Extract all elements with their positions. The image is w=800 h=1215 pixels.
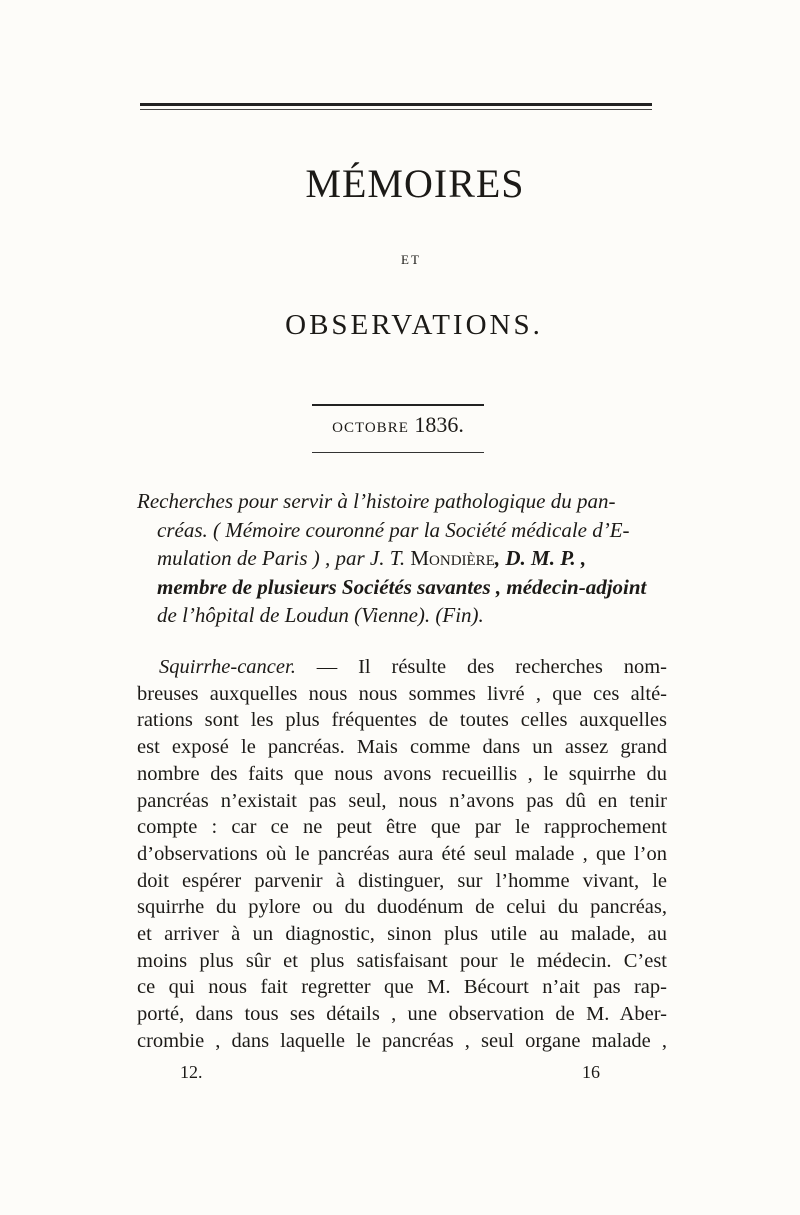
date-rule-top bbox=[312, 404, 484, 406]
heading-line: Recherches pour servir à l’histoire pathologique du pan- bbox=[137, 489, 616, 513]
body-line: d’observations où le pancréas aura été seul malade , que l’on bbox=[137, 842, 667, 865]
body-line: et arriver à un diagnostic, sinon plus utile au malade, au bbox=[137, 923, 667, 946]
author-degree: , D. M. P. , bbox=[494, 546, 587, 570]
heading-line: de l’hôpital de Loudun (Vienne). (Fin). bbox=[157, 603, 484, 627]
body-line: doit espérer parvenir à distinguer, sur l’homme vivant, le bbox=[137, 869, 667, 892]
body-line: squirrhe du pylore ou du duodénum de celui du pancréas, bbox=[137, 896, 667, 919]
body-line: moins plus sûr et plus satisfaisant pour le médecin. C’est bbox=[137, 949, 667, 972]
issue-year: 1836. bbox=[414, 412, 464, 437]
author-name: Mondière bbox=[410, 546, 495, 570]
body-line: compte : car ce ne peut être que par le rapprochement bbox=[137, 816, 667, 839]
body-line: ce qui nous fait regretter que M. Bécourt n’ait pas rap- bbox=[137, 976, 667, 999]
heading-line bbox=[137, 544, 667, 573]
header-rule-thick bbox=[140, 103, 652, 106]
heading-line: membre de plusieurs Sociétés savantes , médecin-adjoint bbox=[157, 574, 647, 599]
body-paragraph bbox=[137, 654, 667, 1055]
body-line: rations sont les plus fréquentes de toutes celles auxquelles bbox=[137, 709, 667, 732]
heading-line: créas. ( Mémoire couronné par la Société médicale d’E- bbox=[157, 517, 630, 542]
header-rule-thin bbox=[140, 109, 652, 110]
date-rule-bottom bbox=[312, 452, 484, 453]
body-line: est exposé le pancréas. Mais comme dans un assez grand bbox=[137, 736, 667, 759]
heading-line-text: mulation de Paris ) , par J. T. bbox=[157, 546, 411, 570]
issue-month: OCTOBRE bbox=[332, 420, 409, 436]
body-line: crombie , dans laquelle le pancréas , seul organe malade , bbox=[137, 1029, 667, 1052]
body-line: nombre des faits que nous avons recueillis , le squirrhe du bbox=[137, 762, 667, 785]
title-conjunction: ET bbox=[401, 252, 421, 267]
article-heading bbox=[137, 487, 667, 630]
section-subtitle: OBSERVATIONS. bbox=[285, 309, 543, 341]
body-line: breuses auxquelles nous nous sommes livré , que ces alté- bbox=[137, 682, 667, 705]
body-line: pancréas n’existait pas seul, nous n’avons pas dû en tenir bbox=[137, 789, 667, 812]
header-double-rule bbox=[140, 103, 652, 112]
folio-number: 16 bbox=[582, 1062, 600, 1082]
signature-mark: 12. bbox=[180, 1062, 203, 1082]
section-title: MÉMOIRES bbox=[305, 161, 525, 206]
paragraph-lead: Squirrhe-cancer. bbox=[159, 656, 296, 678]
issue-date bbox=[312, 412, 484, 438]
body-line: porté, dans tous ses détails , une observation de M. Aber- bbox=[137, 1003, 667, 1026]
body-line-text: — Il résulte des recherches nom- bbox=[295, 656, 667, 678]
body-line bbox=[137, 654, 667, 681]
